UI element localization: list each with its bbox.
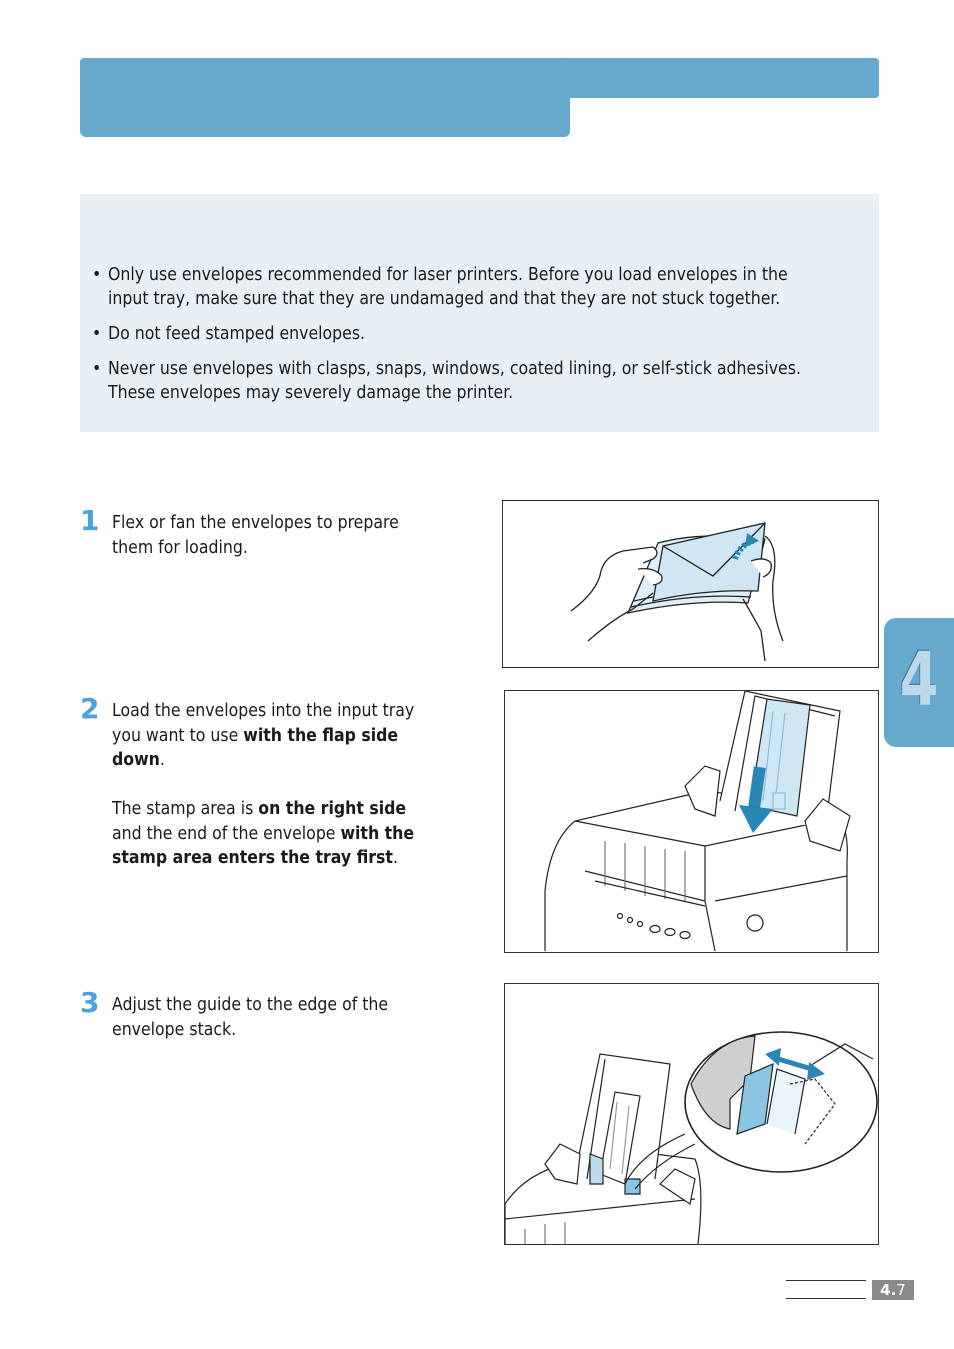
figure-fan-envelopes [502,500,879,668]
note-bullet-3: • Never use envelopes with clasps, snaps, windows, coated lining, or self-stick adhesives. These envelopes may severely damage the printer. [92,359,801,403]
header-title-tab [80,58,570,137]
bullet-dot: • [92,359,102,379]
step-text-1: Flex or fan the envelopes to prepare them for loading. [112,513,399,558]
step-number-1: 1 [80,504,100,537]
bullet-dot: • [92,265,102,285]
note-bullet-1: • Only use envelopes recommended for laser printers. Before you load envelopes in the input tray, make sure that they are undamaged and that they are not stuck together. [92,265,788,309]
step-number-2: 2 [80,692,100,725]
chapter-number: 4 [899,637,939,723]
bullet-dot: • [92,324,102,344]
footer-rule-top [786,1280,866,1281]
step-number-3: 3 [80,986,100,1019]
step-text-2: Load the envelopes into the input tray you want to use with the flap side down. The stamp area is on the right side and the end of the envelope with the stamp area enters the tray first. [112,701,415,868]
figure-adjust-guide [504,983,879,1245]
footer-rule-bottom [786,1298,866,1299]
chapter-side-tab [884,618,954,747]
step-text-3: Adjust the guide to the edge of the envelope stack. [112,995,389,1040]
page-number: 4.7 [872,1280,914,1300]
figure-load-envelope [504,690,879,953]
note-bullet-2: • Do not feed stamped envelopes. [92,324,366,344]
